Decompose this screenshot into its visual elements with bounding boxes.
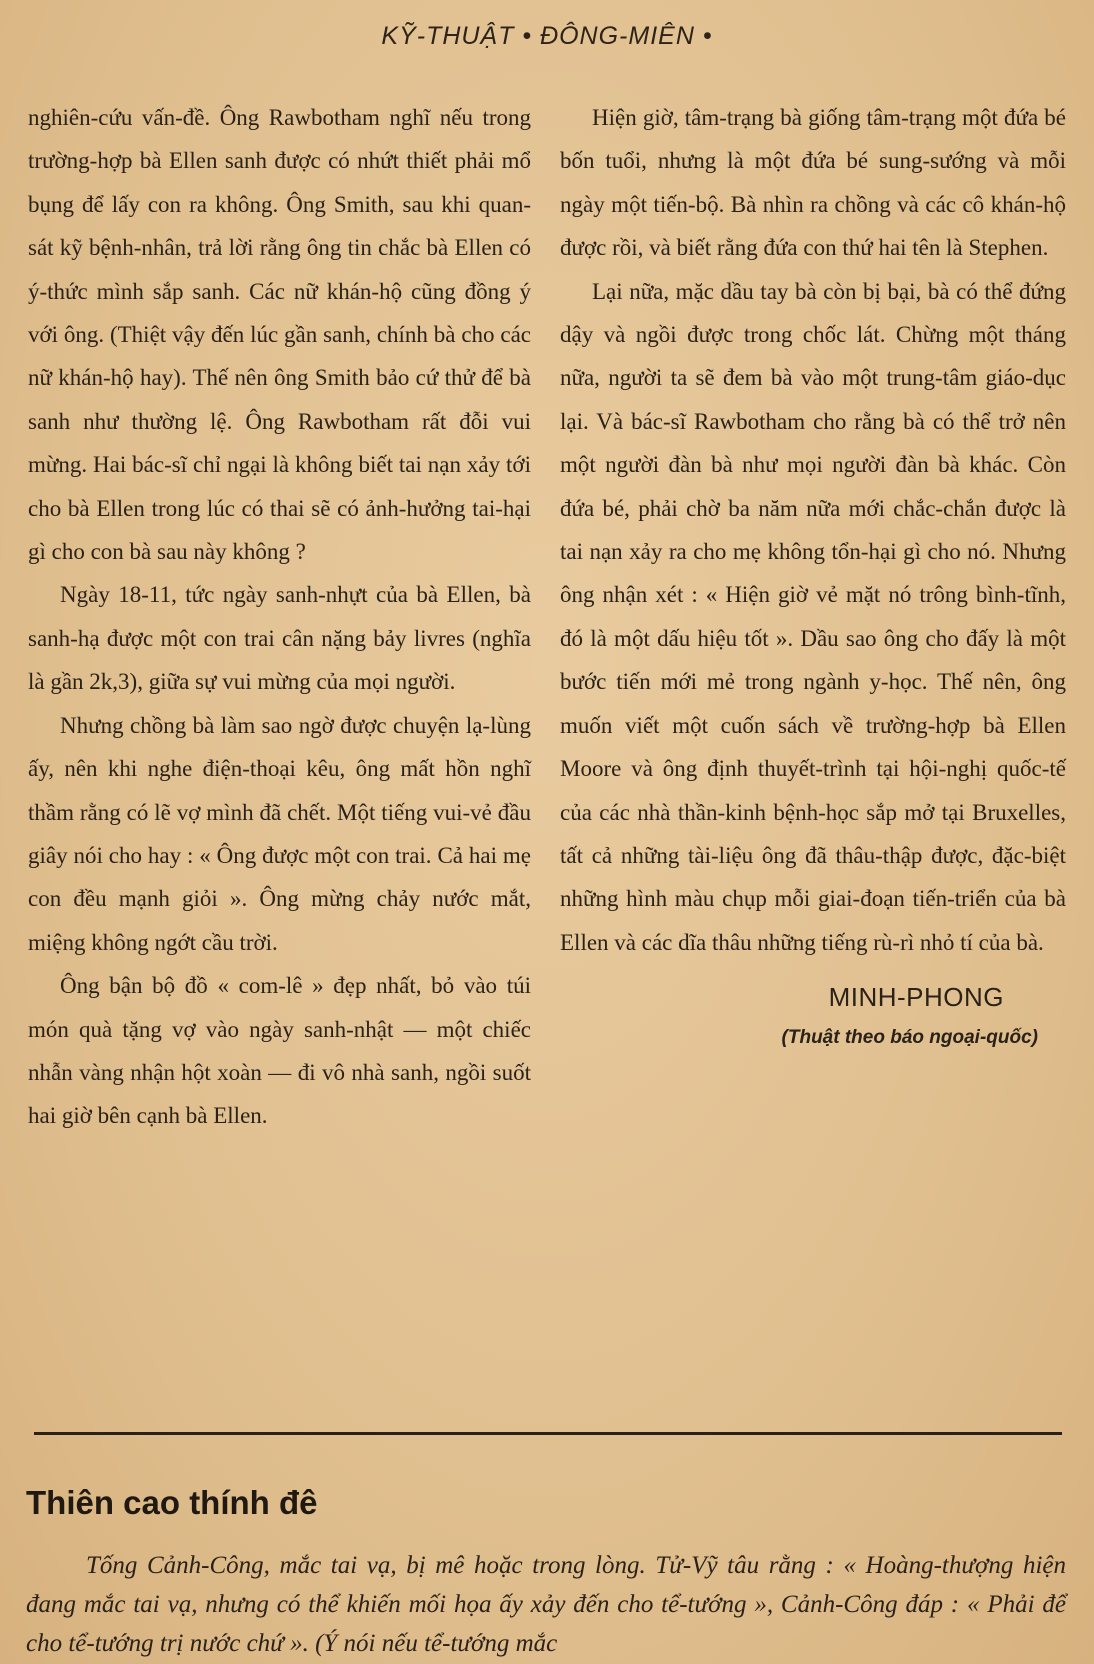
article-right-column xyxy=(560,96,1066,1056)
section-divider xyxy=(34,1432,1062,1435)
article-paragraph: Nhưng chồng bà làm sao ngờ được chuyện lạ-lùng ấy, nên khi nghe điện-thoại kêu, ông mất hồn nghĩ thầm rằng có lẽ vợ mình đã chết. Một tiếng vui-vẻ đầu giây nói cho hay : « Ông được một con trai. Cả hai mẹ con đều mạnh giỏi ». Ông mừng chảy nước mắt, miệng không ngớt cầu trời. xyxy=(28,712,531,955)
source-note: (Thuật theo báo ngoại-quốc) xyxy=(781,1026,1038,1048)
section-body: Tống Cảnh-Công, mắc tai vạ, bị mê hoặc trong lòng. Tử-Vỹ tâu rằng : « Hoàng-thượng hiện đang mắc tai vạ, nhưng có thể khiến mối họa ấy xảy đến cho tể-tướng », Cảnh-Công đáp : « Phải để cho tể-tướng trị nước chứ ». (Ý nói nếu tể-tướng mắc xyxy=(26,1552,1066,1657)
article-paragraph: Hiện giờ, tâm-trạng bà giống tâm-trạng một đứa bé bốn tuổi, nhưng là một đứa bé sung-sướng và mỗi ngày một tiến-bộ. Bà nhìn ra chồng và các cô khán-hộ được rồi, và biết rằng đứa con thứ hai tên là Stephen. xyxy=(560,105,1066,261)
article-paragraph: Ngày 18-11, tức ngày sanh-nhựt của bà Ellen, bà sanh-hạ được một con trai cân nặng bảy livres (nghĩa là gần 2k,3), giữa sự vui mừng của mọi người. xyxy=(28,582,531,695)
section-title: Thiên cao thính đê xyxy=(26,1484,318,1521)
article-paragraph: nghiên-cứu vấn-đề. Ông Rawbotham nghĩ nếu trong trường-hợp bà Ellen sanh được có nhứt thiết phải mổ bụng để lấy con ra không. Ông Smith, sau khi quan-sát kỹ bệnh-nhân, trả lời rằng ông tin chắc bà Ellen có ý-thức mình sắp sanh. Các nữ khán-hộ cũng đồng ý với ông. (Thiệt vậy đến lúc gần sanh, chính bà cho các nữ khán-hộ hay). Thế nên ông Smith bảo cứ thử để bà sanh như thường lệ. Ông Rawbotham rất đỗi vui mừng. Hai bác-sĩ chỉ ngại là không biết tai nạn xảy tới cho bà Ellen trong lúc có thai sẽ có ảnh-hưởng tai-hại gì cho con bà sau này không ? xyxy=(28,105,531,565)
article-paragraph: Lại nữa, mặc dầu tay bà còn bị bại, bà có thể đứng dậy và ngồi được trong chốc lát. Chừng một tháng nữa, người ta sẽ đem bà vào một trung-tâm giáo-dục lại. Và bác-sĩ Rawbotham cho rằng bà có thể trở nên một người đàn bà như mọi người đàn bà khác. Còn đứa bé, phải chờ ba năm nữa mới chắc-chắn được là tai nạn xảy ra cho mẹ không tổn-hại gì cho nó. Nhưng ông nhận xét : « Hiện giờ vẻ mặt nó trông bình-tĩnh, đó là một dấu hiệu tốt ». Dầu sao ông cho đấy là một bước tiến mới mẻ trong ngành y-học. Thế nên, ông muốn viết một cuốn sách về trường-hợp bà Ellen Moore và ông định thuyết-trình tại hội-nghị quốc-tế của các nhà thần-kinh bệnh-học sắp mở tại Bruxelles, tất cả những tài-liệu ông đã thâu-thập được, đặc-biệt những hình màu chụp mỗi giai-đoạn tiến-triển của bà Ellen và các dĩa thâu những tiếng rù-rì nhỏ tí của bà. xyxy=(560,278,1066,955)
running-header: KỸ-THUẬT • ĐÔNG-MIÊN • xyxy=(381,22,713,50)
author-signature: MINH-PHONG xyxy=(828,982,1004,1013)
article-paragraph: Ông bận bộ đồ « com-lê » đẹp nhất, bỏ vào túi món quà tặng vợ vào ngày sanh-nhật — một chiếc nhẫn vàng nhận hột xoàn — đi vô nhà sanh, ngồi suốt hai giờ bên cạnh bà Ellen. xyxy=(28,973,531,1129)
article-left-column xyxy=(28,96,531,1138)
